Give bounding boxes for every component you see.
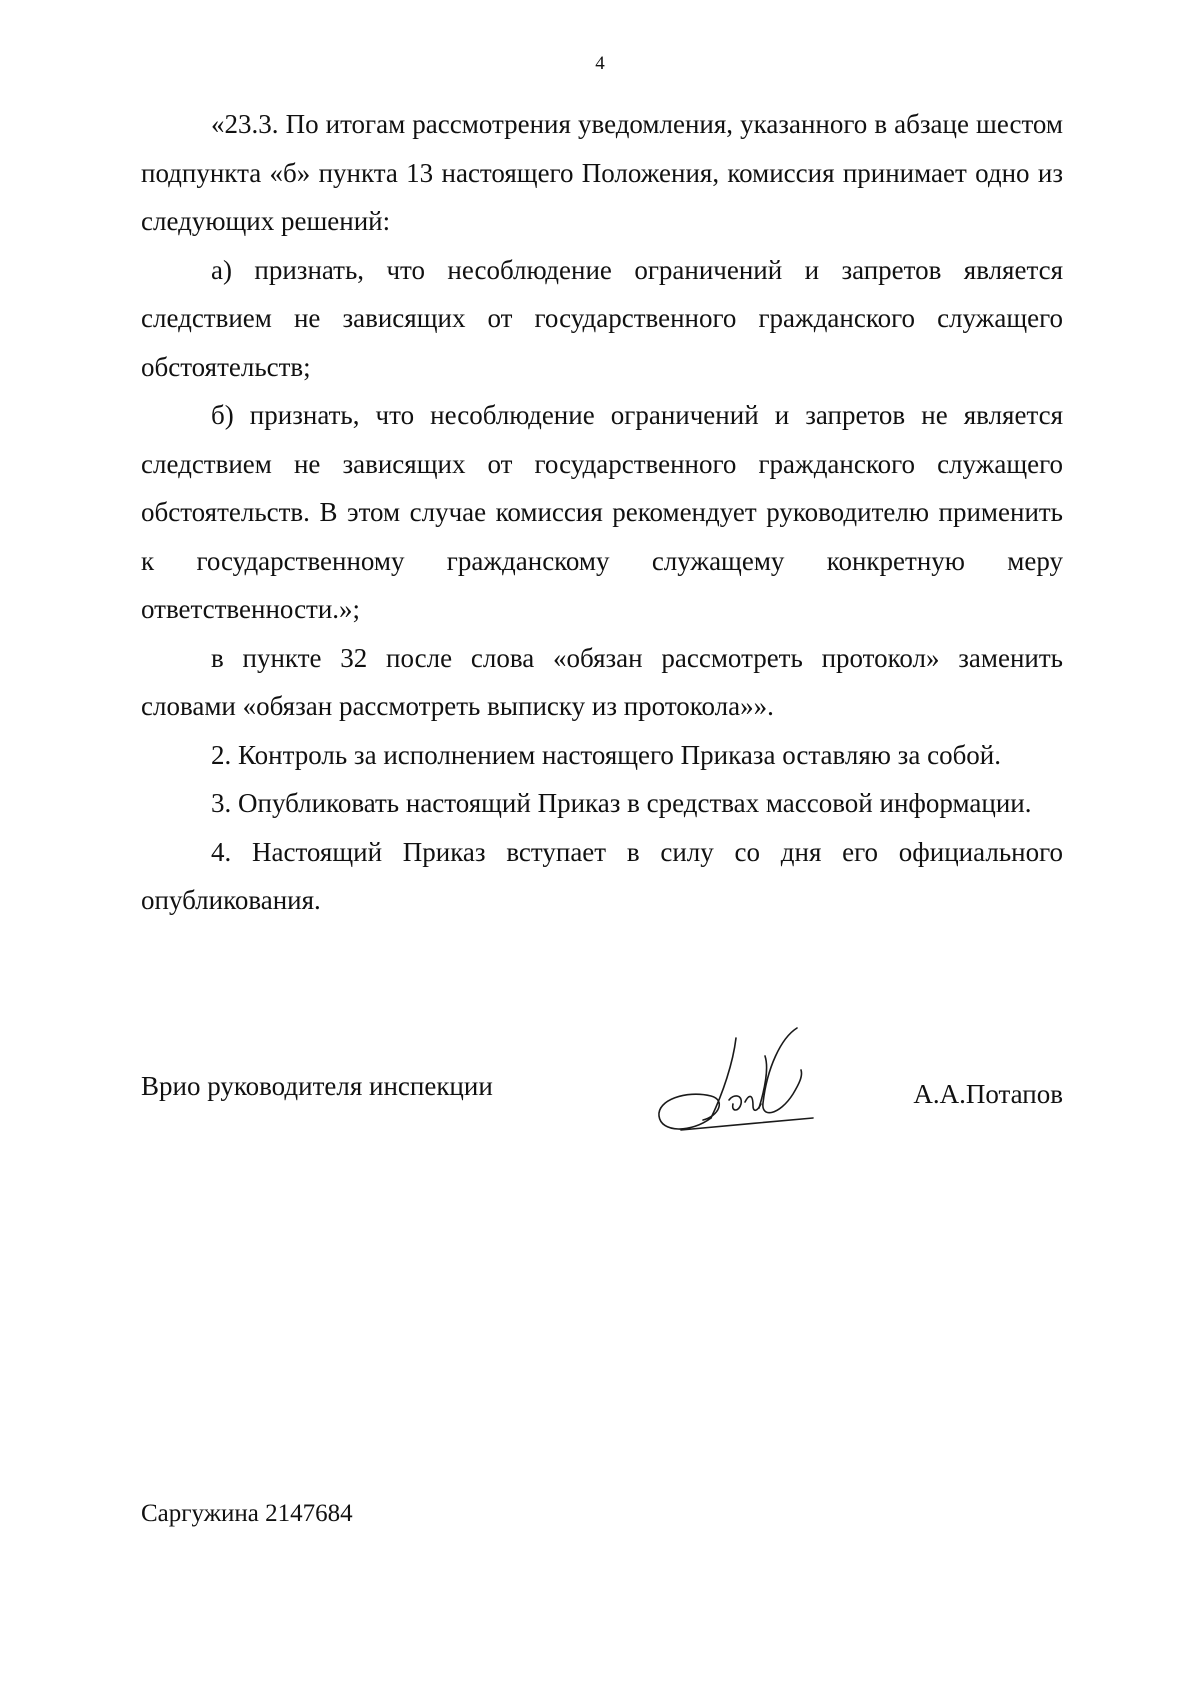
paragraph-item-4: 4. Настоящий Приказ вступает в силу со дня его официального опубликования. (141, 836, 1063, 915)
document-body (141, 100, 1063, 925)
signatory-name: А.А.Потапов (913, 1079, 1063, 1109)
paragraph-option-b: б) признать, что несоблюдение ограничений и запретов не является следствием не зависящих от государственного гражданского служащего обстоятельств. В этом случае комиссия рекомендует руководителю применить к государственному гражданскому служащему конкретную меру ответственности.»; (141, 400, 1063, 624)
signatory-position: Врио руководителя инспекции (141, 1071, 493, 1101)
paragraph-item-3: 3. Опубликовать настоящий Приказ в средствах массовой информации. (211, 788, 1032, 818)
handwritten-signature (641, 1008, 841, 1148)
paragraph-point-32: в пункте 32 после слова «обязан рассмотреть протокол» заменить словами «обязан рассмотреть выписку из протокола»». (141, 642, 1063, 721)
paragraph-option-a: а) признать, что несоблюдение ограничений и запретов является следствием не зависящих от государственного гражданского служащего обстоятельств; (141, 254, 1063, 382)
signature-block (141, 1068, 1063, 1148)
paragraph-23-3: «23.3. По итогам рассмотрения уведомления, указанного в абзаце шестом подпункта «б» пункта 13 настоящего Положения, комиссия принимает одно из следующих решений: (141, 109, 1063, 236)
page-number: 4 (595, 53, 605, 74)
paragraph-item-2: 2. Контроль за исполнением настоящего Приказа оставляю за собой. (211, 739, 1002, 770)
executor-note: Саргужина 2147684 (141, 1500, 353, 1527)
